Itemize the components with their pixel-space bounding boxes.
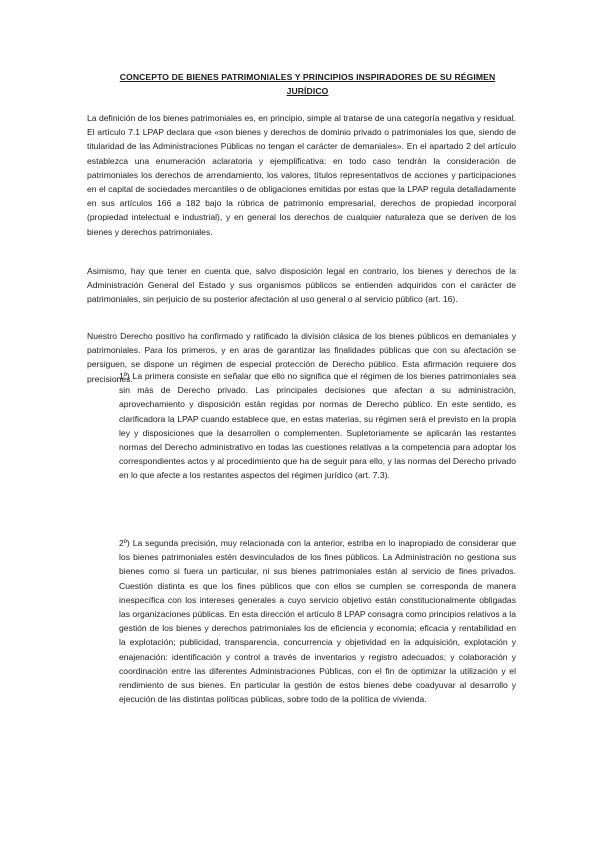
document-title: CONCEPTO DE BIENES PATRIMONIALES Y PRINCIPIOS INSPIRADORES DE SU RÉGIMEN JURÍDICO xyxy=(119,72,496,96)
paragraph-definition: La definición de los bienes patrimoniales es, en principio, simple al tratarse de una categoría negativa y residual. El artículo 7.1 LPAP declara que «son bienes y derechos de dominio privado o patrimoniales los que, siendo de titularidad de las Administraciones Públicas no tengan el carácter de demaniales». En el apartado 2 del artículo establezca una enumeración aclaratoria y ejemplificativa: en todo caso tendrán la consideración de patrimoniales los derechos de arrendamiento, los valores, títulos representativos de acciones y participaciones en el capital de sociedades mercantiles o de obligaciones emitidas por estas que la LPAP regula detalladamente en sus artículos 166 a 182 bajo la rúbrica de patrimonio empresarial, derechos de propiedad incorporal (propiedad intelectual e industrial), y en general los derechos de cualquier naturaleza que se deriven de los bienes y derechos patrimoniales. xyxy=(87,113,516,237)
paragraph-second-precision: 2º) La segunda precisión, muy relacionada con la anterior, estriba en lo inapropiado de considerar que los bienes patrimoniales estén desvinculados de los fines públicos. La Administración no gestiona sus bienes como si fuera un particular, ni sus bienes patrimoniales están al servicio de fines privados. Cuestión distinta es que los fines públicos que con ellos se cumplen se corresponda de manera inespecífica con los intereses generales a cuyo servicio objetivo están constitucionalmente obligadas las organizaciones públicas. En esta dirección el artículo 8 LPAP consagra como principios relativos a la gestión de los bienes y derechos patrimoniales los de eficiencia y economía; eficacia y rentabilidad en la explotación; publicidad, transparencia, concurrencia y objetividad en la adquisición, explotación y enajenación: identificación y control a través de inventarios y registro adecuados; y colaboración y coordinación entre las diferentes Administraciones Públicas, con el fin de optimizar la utilización y el rendimiento de sus bienes. En particular la gestión de estos bienes debe coadyuvar al desarrollo y ejecución de las distintas políticas públicas, sobre todo de la política de vivienda. xyxy=(119,538,516,705)
paragraph-classification: Nuestro Derecho positivo ha confirmado y ratificado la división clásica de los bienes públicos en demaniales y patrimoniales. Para los primeros, y en aras de garantizar las finalidades públicas que con su afectación se persiguen, se dispone un régimen de especial protección de Derecho público. Esta afirmación requiere dos precisiones. xyxy=(87,331,516,384)
paragraph-first-precision: 1º) La primera consiste en señalar que ello no significa que el régimen de los bienes patrimoniales sea sin más de Derecho privado. Las principales decisiones que afectan a su administración, aprovechamiento y disposición están regidas por normas de Derecho público. En este sentido, es clarificadora la LPAP cuando establece que, en estas materias, su régimen será el previsto en la propia ley y disposiciones que la desarrollen o complementen. Supletoriamente se aplicarán las restantes normas del Derecho administrativo en todas las cuestiones relativas a la competencia para adoptar los correspondientes actos y al procedimiento que ha de seguir para ello, y las normas del Derecho privado en lo que afecte a los restantes aspectos del régimen jurídico (art. 7.3). xyxy=(119,371,516,481)
paragraph-acquisition: Asimismo, hay que tener en cuenta que, salvo disposición legal en contrario, los bienes y derechos de la Administración General del Estado y sus organismos públicos se entienden adquiridos con el carácter de patrimoniales, sin perjuicio de su posterior afectación al uso general o al servicio público (art. 16). xyxy=(87,266,516,305)
